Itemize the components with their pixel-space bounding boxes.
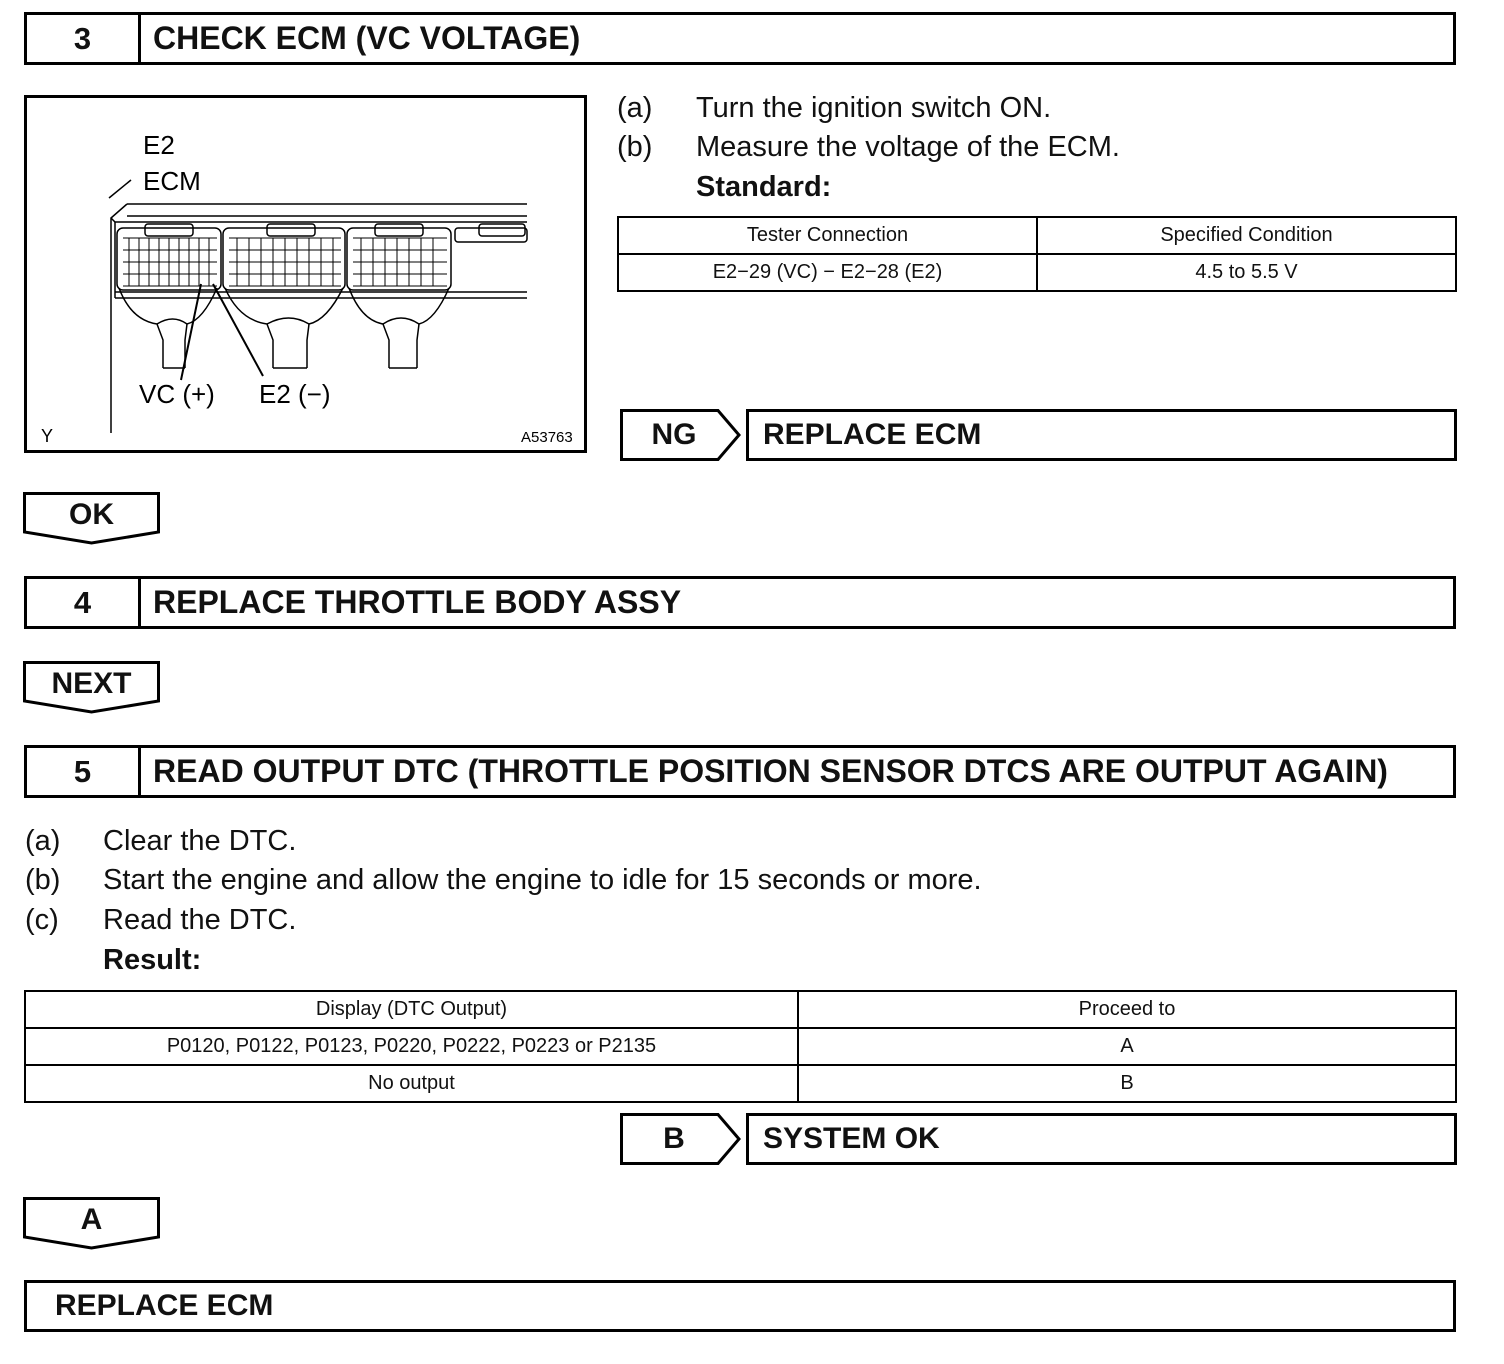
table-cell: A [798, 1028, 1456, 1065]
figure-label-vc: VC (+) [139, 379, 215, 409]
step-5-instruction-b-marker: (b) [25, 864, 61, 896]
figure-label-e2: E2 [143, 130, 175, 160]
final-replace-ecm-box: REPLACE ECM [24, 1280, 1456, 1332]
ecm-connector-illustration [27, 98, 584, 450]
table-header-cell: Display (DTC Output) [25, 991, 798, 1028]
step-5-title: READ OUTPUT DTC (THROTTLE POSITION SENSOR DTCS ARE OUTPUT AGAIN) [153, 753, 1388, 789]
step-4-number: 4 [27, 579, 141, 626]
figure-id: A53763 [521, 429, 573, 446]
step-3-number: 3 [27, 15, 141, 62]
table-cell: No output [25, 1065, 798, 1102]
standard-label: Standard: [696, 171, 832, 203]
table-cell: E2−29 (VC) − E2−28 (E2) [618, 254, 1037, 291]
step-5-instruction-b-text: Start the engine and allow the engine to idle for 15 seconds or more. [103, 864, 982, 896]
standard-table [617, 216, 1457, 292]
figure-corner-label: Y [41, 426, 54, 446]
ng-result-box: REPLACE ECM [746, 409, 1457, 461]
next-label: NEXT [51, 667, 132, 700]
table-cell: B [798, 1065, 1456, 1102]
result-table [24, 990, 1457, 1103]
table-cell: 4.5 to 5.5 V [1037, 254, 1456, 291]
table-header-row [25, 991, 1456, 1028]
a-label: A [80, 1203, 103, 1236]
table-header-cell: Proceed to [798, 991, 1456, 1028]
step-3-header [24, 12, 1456, 65]
table-row [618, 254, 1456, 291]
next-tag [23, 661, 160, 714]
ok-tag [23, 492, 160, 545]
b-result-box: SYSTEM OK [746, 1113, 1457, 1165]
step-5-number: 5 [27, 748, 141, 795]
step-5-instruction-c-text: Read the DTC. [103, 904, 297, 936]
step-3-instruction-b-marker: (b) [617, 131, 653, 163]
table-header-cell: Tester Connection [618, 217, 1037, 254]
table-header-cell: Specified Condition [1037, 217, 1456, 254]
table-header-row [618, 217, 1456, 254]
step-5-header [24, 745, 1456, 798]
figure-label-ecm: ECM [143, 166, 201, 196]
step-3-instruction-a-text: Turn the ignition switch ON. [696, 92, 1052, 124]
ecm-connector-figure [24, 95, 587, 453]
ok-label: OK [69, 498, 114, 531]
b-arrow [620, 1113, 741, 1165]
step-3-instruction-a-marker: (a) [617, 92, 653, 124]
step-4-header [24, 576, 1456, 629]
step-3-instruction-b-text: Measure the voltage of the ECM. [696, 131, 1120, 163]
ng-arrow [620, 409, 741, 461]
ng-label: NG [651, 418, 697, 451]
step-5-instruction-a-marker: (a) [25, 825, 61, 857]
step-5-instruction-c-marker: (c) [25, 904, 59, 936]
step-3-title: CHECK ECM (VC VOLTAGE) [153, 20, 581, 56]
step-4-title: REPLACE THROTTLE BODY ASSY [153, 584, 682, 620]
table-cell: P0120, P0122, P0123, P0220, P0222, P0223 or P2135 [25, 1028, 798, 1065]
a-tag [23, 1197, 160, 1250]
result-label: Result: [103, 944, 202, 976]
figure-label-e2-negative: E2 (−) [259, 379, 331, 409]
b-label: B [663, 1122, 685, 1155]
table-row [25, 1065, 1456, 1102]
step-5-instruction-a-text: Clear the DTC. [103, 825, 297, 857]
table-row [25, 1028, 1456, 1065]
